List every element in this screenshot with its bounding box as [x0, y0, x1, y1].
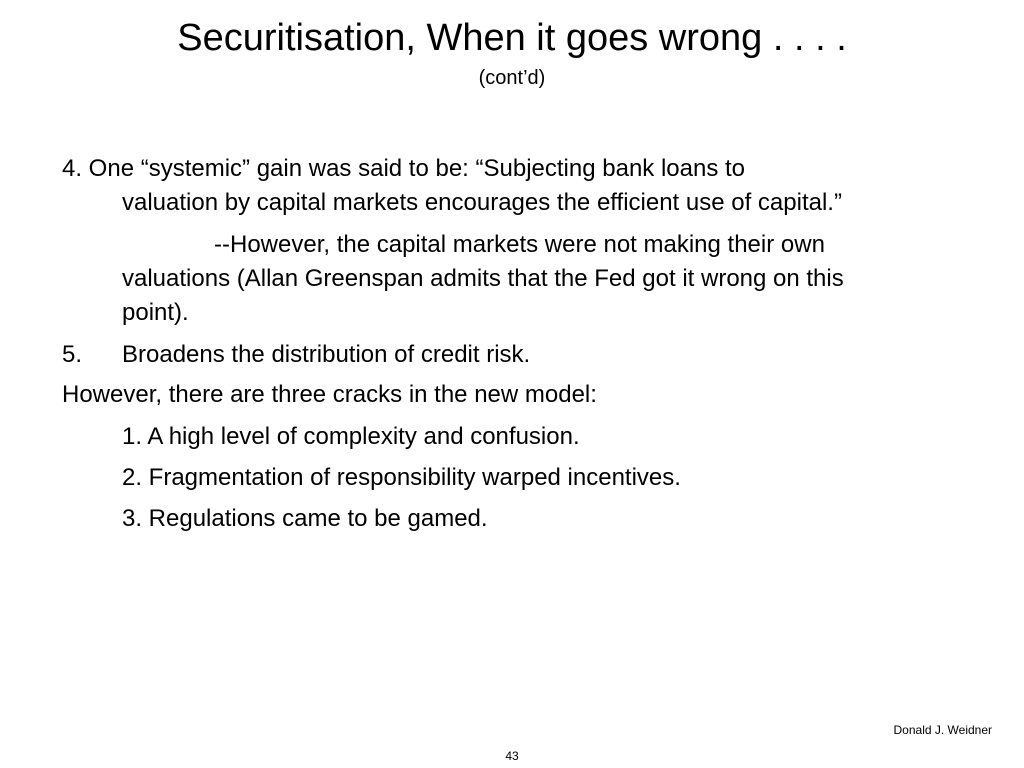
point-4-line-1: 4. One “systemic” gain was said to be: “Subjecting bank loans to [62, 155, 746, 182]
slide-title: Securitisation, When it goes wrong . . . . [177, 17, 847, 59]
however-note-line-1: --However, the capital markets were not making their own [214, 231, 825, 258]
however-cracks-intro: However, there are three cracks in the new model: [62, 381, 597, 408]
point-5 [62, 338, 530, 372]
point-5-number: 5. [62, 341, 83, 368]
however-note-line-2: valuations (Allan Greenspan admits that the Fed got it wrong on this [122, 265, 844, 292]
slide-subtitle: (cont’d) [478, 67, 546, 89]
crack-item-3: 3. Regulations came to be gamed. [122, 505, 488, 532]
footer-author: Donald J. Weidner [893, 723, 992, 737]
point-4-line-2: valuation by capital markets encourages the efficient use of capital.” [122, 189, 842, 216]
crack-item-2: 2. Fragmentation of responsibility warped incentives. [122, 464, 681, 491]
page-number: 43 [505, 749, 519, 763]
however-note-line-3: point). [122, 299, 189, 326]
point-5-text: Broadens the distribution of credit risk. [122, 341, 531, 368]
crack-item-1: 1. A high level of complexity and confusion. [122, 423, 580, 450]
